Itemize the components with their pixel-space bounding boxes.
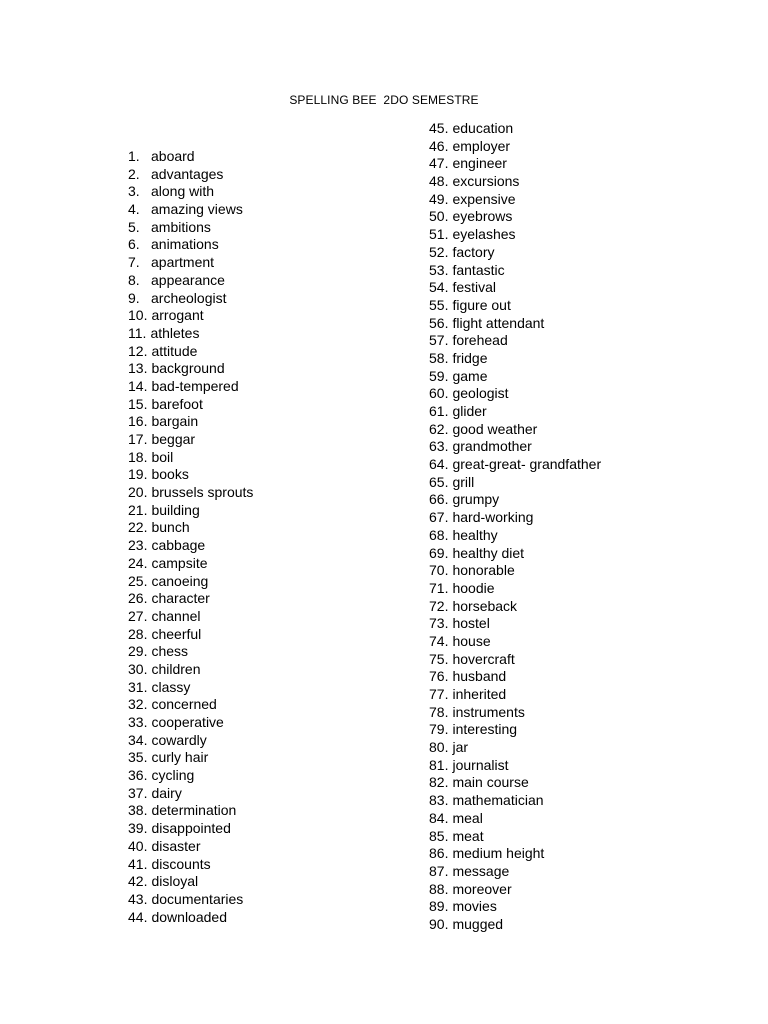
item-number: 33. (128, 714, 148, 730)
item-number: 42. (128, 873, 148, 890)
item-number: 57. (429, 332, 449, 349)
list-item (429, 774, 601, 792)
item-word: downloaded (151, 908, 227, 925)
item-word: message (452, 862, 510, 879)
list-item (429, 792, 601, 810)
item-word: children (151, 660, 201, 677)
list-item (429, 438, 601, 456)
item-word: fridge (452, 349, 488, 366)
item-word: cabbage (151, 537, 206, 554)
list-item (128, 608, 253, 626)
item-number: 23. (128, 537, 148, 554)
item-number: 25. (128, 572, 148, 589)
item-number: 35. (128, 749, 148, 766)
list-item (429, 545, 601, 563)
item-word: game (452, 367, 488, 384)
item-number: 2. (128, 165, 140, 182)
list-item (429, 580, 601, 598)
item-number: 84. (429, 809, 449, 826)
list-item (429, 757, 601, 775)
list-item (429, 704, 601, 722)
item-number: 3. (128, 183, 140, 200)
item-word: concerned (151, 696, 217, 713)
item-number: 20. (128, 484, 148, 501)
item-number: 9. (128, 289, 140, 306)
item-number: 60. (429, 385, 449, 402)
item-number: 18. (128, 448, 148, 465)
item-word: movies (452, 898, 497, 915)
list-item (429, 262, 601, 280)
item-word: beggar (151, 431, 196, 447)
list-item (429, 881, 601, 899)
item-number: 61. (429, 403, 449, 419)
item-number: 76. (429, 668, 449, 685)
item-word: meat (452, 827, 484, 844)
item-number: 4. (128, 201, 140, 218)
list-item (429, 332, 601, 350)
item-number: 50. (429, 208, 449, 225)
item-number: 77. (429, 686, 449, 702)
list-item (128, 219, 253, 237)
list-item (429, 598, 601, 616)
item-word: good weather (452, 420, 538, 437)
item-word: interesting (452, 721, 518, 738)
item-word: figure out (452, 296, 511, 313)
item-word: discounts (151, 855, 211, 872)
item-number: 64. (429, 456, 449, 473)
item-word: hovercraft (452, 650, 515, 667)
item-number: 7. (128, 254, 140, 271)
list-item (128, 679, 253, 697)
item-word: canoeing (151, 572, 209, 589)
list-item (128, 590, 253, 608)
list-item (128, 484, 253, 502)
item-number: 47. (429, 155, 449, 172)
list-item (429, 686, 601, 704)
list-item (429, 385, 601, 403)
item-word: inherited (452, 686, 507, 702)
item-number: 31. (128, 678, 148, 695)
list-item (429, 244, 601, 262)
list-item (128, 236, 253, 254)
item-word: grumpy (452, 491, 500, 508)
item-word: meal (452, 809, 483, 826)
item-word: mugged (452, 915, 504, 932)
item-number: 14. (128, 377, 148, 394)
list-item (429, 173, 601, 191)
item-number: 85. (429, 827, 449, 844)
item-number: 62. (429, 420, 449, 437)
item-number: 56. (429, 314, 449, 331)
list-item (429, 208, 601, 226)
item-word: appearance (151, 271, 225, 288)
item-number: 72. (429, 597, 449, 614)
item-word: cowardly (151, 731, 207, 748)
item-number: 30. (128, 660, 148, 677)
item-word: campsite (151, 554, 208, 571)
item-word: archeologist (151, 289, 227, 306)
item-word: geologist (452, 385, 509, 402)
list-item (128, 714, 253, 732)
item-number: 16. (128, 413, 148, 430)
item-number: 87. (429, 862, 449, 879)
list-item (128, 325, 253, 343)
list-item (429, 368, 601, 386)
item-word: instruments (452, 703, 525, 720)
list-item (429, 350, 601, 368)
item-word: fantastic (452, 261, 505, 278)
item-number: 52. (429, 243, 449, 260)
item-number: 45. (429, 120, 449, 136)
item-word: dairy (151, 784, 182, 801)
item-number: 44. (128, 908, 148, 925)
item-word: cooperative (151, 714, 224, 730)
list-item (128, 148, 253, 166)
item-number: 21. (128, 501, 148, 518)
list-item (128, 785, 253, 803)
list-item (429, 615, 601, 633)
item-number: 41. (128, 855, 148, 872)
item-word: cycling (151, 767, 195, 784)
item-word: hard-working (452, 509, 534, 526)
word-list-right (429, 120, 601, 934)
item-number: 46. (429, 137, 449, 154)
list-item (128, 820, 253, 838)
item-number: 75. (429, 650, 449, 667)
item-number: 86. (429, 845, 449, 862)
item-word: glider (452, 403, 487, 419)
item-number: 6. (128, 236, 140, 253)
item-word: main course (452, 774, 529, 791)
item-number: 17. (128, 431, 148, 447)
item-number: 34. (128, 731, 148, 748)
item-number: 36. (128, 767, 148, 784)
list-item (429, 155, 601, 173)
item-word: disaster (151, 837, 201, 854)
list-item (128, 749, 253, 767)
list-item (429, 315, 601, 333)
item-number: 65. (429, 473, 449, 490)
item-number: 81. (429, 756, 449, 773)
item-word: apartment (151, 254, 215, 271)
list-item (128, 626, 253, 644)
list-item (128, 201, 253, 219)
item-word: disappointed (151, 820, 231, 837)
list-item (128, 856, 253, 874)
item-number: 13. (128, 360, 148, 377)
item-number: 73. (429, 615, 449, 632)
item-word: advantages (151, 165, 224, 182)
item-number: 83. (429, 792, 449, 809)
item-number: 43. (128, 890, 148, 907)
item-number: 89. (429, 898, 449, 915)
list-item (128, 802, 253, 820)
item-word: hostel (452, 615, 490, 632)
list-item (128, 502, 253, 520)
list-item (429, 527, 601, 545)
item-number: 48. (429, 173, 449, 190)
document-title: SPELLING BEE 2DO SEMESTRE (289, 93, 479, 107)
item-word: hoodie (452, 579, 495, 596)
item-word: chess (151, 643, 189, 660)
list-item (128, 643, 253, 661)
item-number: 70. (429, 562, 449, 579)
item-word: character (151, 590, 210, 607)
list-item (128, 732, 253, 750)
item-number: 5. (128, 218, 140, 235)
item-word: arrogant (151, 307, 204, 324)
item-word: curly hair (151, 749, 209, 766)
item-word: healthy diet (452, 544, 525, 561)
list-item (128, 466, 253, 484)
list-item (429, 633, 601, 651)
item-word: athletes (150, 324, 200, 341)
item-number: 54. (429, 279, 449, 296)
item-word: channel (151, 607, 201, 624)
item-number: 22. (128, 519, 148, 536)
item-word: mathematician (452, 792, 544, 809)
item-number: 40. (128, 837, 148, 854)
item-word: amazing views (151, 201, 243, 218)
item-word: bargain (151, 413, 199, 430)
item-word: grill (452, 473, 475, 490)
item-word: expensive (452, 190, 516, 207)
list-item (429, 297, 601, 315)
item-number: 19. (128, 466, 148, 483)
item-number: 38. (128, 802, 148, 819)
item-word: forehead (452, 332, 508, 349)
list-item (429, 651, 601, 669)
item-word: bad-tempered (151, 377, 239, 394)
list-item (128, 537, 253, 555)
item-number: 90. (429, 915, 449, 932)
item-number: 68. (429, 526, 449, 543)
list-item (429, 421, 601, 439)
item-word: bunch (151, 519, 190, 536)
item-number: 53. (429, 261, 449, 278)
list-item (429, 898, 601, 916)
list-item (128, 254, 253, 272)
list-item (128, 183, 253, 201)
list-item (429, 562, 601, 580)
list-item (128, 573, 253, 591)
item-word: documentaries (151, 890, 244, 907)
list-item (128, 767, 253, 785)
item-number: 59. (429, 367, 449, 384)
item-word: cheerful (151, 625, 202, 642)
list-item (128, 696, 253, 714)
list-item (429, 279, 601, 297)
item-number: 15. (128, 395, 148, 412)
list-item (429, 810, 601, 828)
item-word: determination (151, 802, 237, 819)
item-number: 58. (429, 349, 449, 366)
item-number: 11. (128, 324, 147, 341)
item-word: aboard (151, 148, 195, 164)
list-item (429, 226, 601, 244)
item-number: 28. (128, 625, 148, 642)
item-number: 1. (128, 148, 140, 164)
item-word: attitude (151, 342, 198, 359)
item-word: medium height (452, 845, 545, 862)
item-number: 12. (128, 342, 148, 359)
list-item (429, 456, 601, 474)
item-number: 55. (429, 296, 449, 313)
item-number: 66. (429, 491, 449, 508)
item-word: jar (452, 739, 469, 756)
item-word: brussels sprouts (151, 484, 254, 501)
item-word: journalist (452, 756, 509, 773)
item-word: husband (452, 668, 507, 685)
item-word: employer (452, 137, 511, 154)
list-item (429, 668, 601, 686)
list-item (128, 290, 253, 308)
list-item (128, 343, 253, 361)
item-number: 32. (128, 696, 148, 713)
item-word: great-great- grandfather (452, 456, 602, 473)
list-item (429, 138, 601, 156)
item-word: honorable (452, 562, 515, 579)
list-item (128, 519, 253, 537)
item-word: factory (452, 243, 495, 260)
item-word: flight attendant (452, 314, 545, 331)
item-word: disloyal (151, 873, 199, 890)
item-word: along with (151, 183, 215, 200)
item-number: 51. (429, 226, 449, 243)
item-number: 74. (429, 632, 449, 649)
item-number: 79. (429, 721, 449, 738)
list-item (128, 166, 253, 184)
word-list-left (128, 148, 253, 926)
list-item (128, 272, 253, 290)
item-word: animations (151, 236, 219, 253)
list-item (128, 909, 253, 927)
item-word: books (151, 466, 189, 483)
list-item (429, 739, 601, 757)
list-item (128, 360, 253, 378)
list-item (128, 661, 253, 679)
list-item (429, 916, 601, 934)
item-number: 88. (429, 880, 449, 897)
item-number: 26. (128, 590, 148, 607)
list-item (128, 378, 253, 396)
item-number: 49. (429, 190, 449, 207)
item-word: ambitions (151, 218, 211, 235)
item-word: boil (151, 448, 174, 465)
item-number: 24. (128, 554, 148, 571)
item-number: 80. (429, 739, 449, 756)
list-item (429, 403, 601, 421)
item-word: background (151, 360, 225, 377)
list-item (128, 396, 253, 414)
item-number: 82. (429, 774, 449, 791)
item-number: 29. (128, 643, 148, 660)
item-number: 10. (128, 307, 148, 324)
list-item (429, 191, 601, 209)
item-number: 78. (429, 703, 449, 720)
item-number: 63. (429, 438, 449, 455)
list-item (429, 721, 601, 739)
item-number: 67. (429, 509, 449, 526)
list-item (429, 845, 601, 863)
item-number: 8. (128, 271, 140, 288)
list-item (429, 474, 601, 492)
item-word: education (452, 120, 514, 136)
list-item (429, 120, 601, 138)
item-word: engineer (452, 155, 507, 172)
item-word: barefoot (151, 395, 203, 412)
item-word: building (151, 501, 200, 518)
item-number: 27. (128, 607, 148, 624)
list-item (128, 555, 253, 573)
list-item (429, 863, 601, 881)
list-item (429, 509, 601, 527)
list-item (429, 491, 601, 509)
list-item (128, 307, 253, 325)
list-item (128, 891, 253, 909)
item-word: house (452, 632, 491, 649)
list-item (128, 431, 253, 449)
item-number: 69. (429, 544, 449, 561)
item-word: moreover (452, 880, 512, 897)
list-item (128, 449, 253, 467)
item-word: classy (151, 678, 191, 695)
list-item (429, 828, 601, 846)
item-word: grandmother (452, 438, 532, 455)
item-word: healthy (452, 526, 498, 543)
item-number: 37. (128, 784, 148, 801)
item-word: horseback (452, 597, 518, 614)
item-word: festival (452, 279, 497, 296)
item-number: 71. (429, 579, 449, 596)
item-number: 39. (128, 820, 148, 837)
item-word: excursions (452, 173, 520, 190)
item-word: eyebrows (452, 208, 513, 225)
item-word: eyelashes (452, 226, 516, 243)
list-item (128, 838, 253, 856)
list-item (128, 413, 253, 431)
list-item (128, 873, 253, 891)
